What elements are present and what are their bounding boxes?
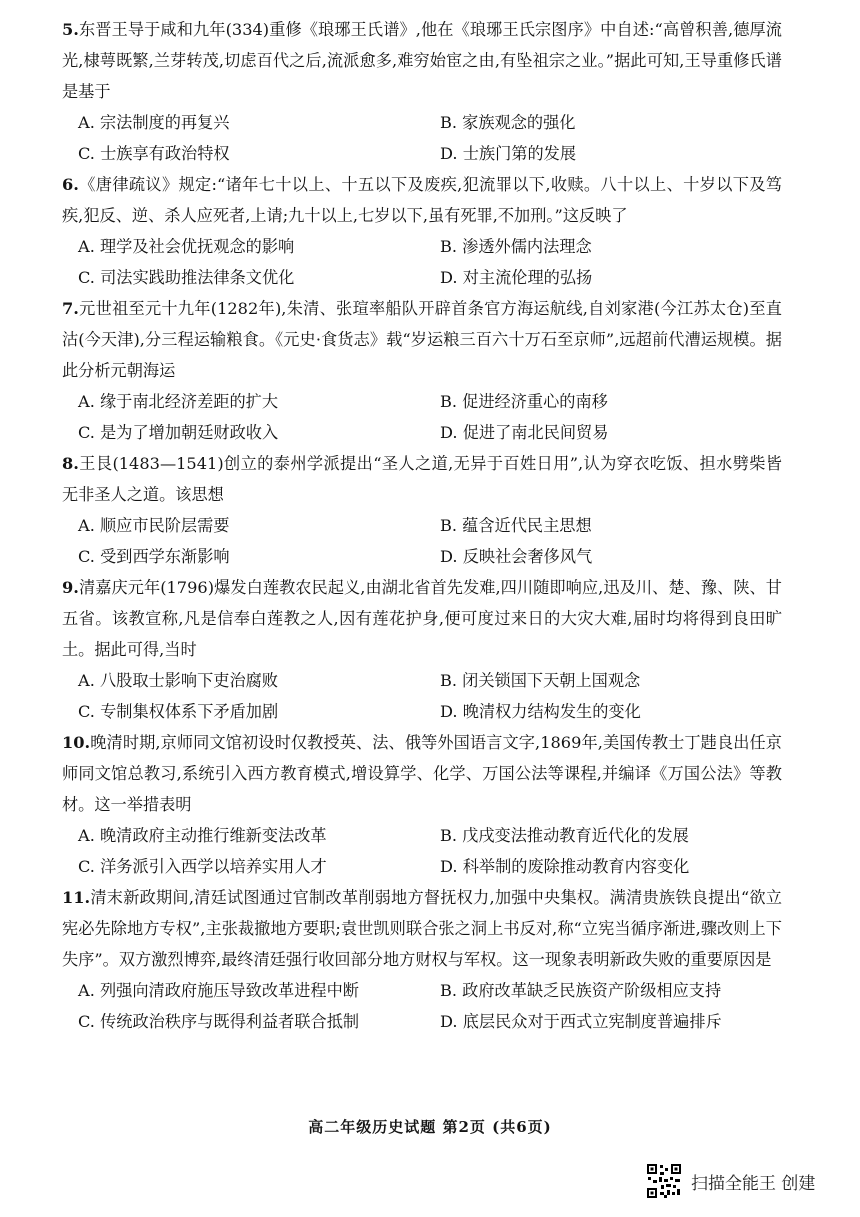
question-number: 10. xyxy=(62,733,91,752)
option-a: A. 理学及社会优抚观念的影响 xyxy=(78,237,295,256)
option-a: A. 晚清政府主动推行维新变法改革 xyxy=(78,826,327,845)
option-c: C. 洋务派引入西学以培养实用人才 xyxy=(78,857,327,876)
question-8 xyxy=(62,448,782,572)
option-b: B. 渗透外儒内法理念 xyxy=(440,237,592,256)
question-text: 晚清时期,京师同文馆初设时仅教授英、法、俄等外国语言文字,1869年,美国传教士丁韪良出任京师同文馆总教习,系统引入西方教育模式,增设算学、化学、万国公法等课程,并编译《万国公法》等教材。这一举措表明 xyxy=(62,733,782,814)
option-c: C. 司法实践助推法律条文优化 xyxy=(78,268,295,287)
question-stem xyxy=(62,14,782,107)
option-a: A. 列强向清政府施压导致改革进程中断 xyxy=(78,981,359,1000)
option-grid xyxy=(62,386,782,448)
scanner-text: 扫描全能王 创建 xyxy=(691,1173,816,1194)
question-9 xyxy=(62,572,782,727)
question-text: 东晋王导于咸和九年(334)重修《琅琊王氏谱》,他在《琅琊王氏宗图序》中自述:“高曾积善,德厚流光,棣萼既繁,兰芽转茂,切虑百代之后,流派愈多,难穷始宦之由,有坠祖宗之业。”据此可知,王导重修氏谱是基于 xyxy=(62,20,782,101)
question-7 xyxy=(62,293,782,448)
question-stem xyxy=(62,169,782,231)
option-grid xyxy=(62,510,782,572)
question-number: 7. xyxy=(62,299,79,318)
question-text: 清嘉庆元年(1796)爆发白莲教农民起义,由湖北省首先发难,四川随即响应,迅及川、楚、豫、陕、甘五省。该教宣称,凡是信奉白莲教之人,因有莲花护身,便可度过来日的大灾大难,届时均将得到良田旷土。据此可得,当时 xyxy=(62,578,782,659)
option-b: B. 戊戌变法推动教育近代化的发展 xyxy=(440,826,689,845)
option-a: A. 缘于南北经济差距的扩大 xyxy=(78,392,279,411)
option-c: C. 是为了增加朝廷财政收入 xyxy=(78,423,279,442)
option-c: C. 专制集权体系下矛盾加剧 xyxy=(78,702,279,721)
question-stem xyxy=(62,882,782,975)
question-stem xyxy=(62,448,782,510)
question-5 xyxy=(62,14,782,169)
option-a: A. 八股取士影响下吏治腐败 xyxy=(78,671,279,690)
question-stem xyxy=(62,572,782,665)
qr-code-icon xyxy=(646,1163,682,1199)
option-grid xyxy=(62,665,782,727)
question-text: 《唐律疏议》规定:“诸年七十以上、十五以下及废疾,犯流罪以下,收赎。八十以上、十岁以下及笃疾,犯反、逆、杀人应死者,上请;九十以上,七岁以下,虽有死罪,不加刑。”这反映了 xyxy=(62,175,782,225)
option-grid xyxy=(62,820,782,882)
option-d: D. 促进了南北民间贸易 xyxy=(440,423,609,442)
option-b: B. 家族观念的强化 xyxy=(440,113,576,132)
question-number: 6. xyxy=(62,175,79,194)
question-10 xyxy=(62,727,782,882)
option-d: D. 底层民众对于西式立宪制度普遍排斥 xyxy=(440,1012,722,1031)
question-list xyxy=(62,14,782,1037)
option-c: C. 士族享有政治特权 xyxy=(78,144,230,163)
question-text: 王艮(1483—1541)创立的泰州学派提出“圣人之道,无异于百姓日用”,认为穿衣吃饭、担水劈柴皆无非圣人之道。该思想 xyxy=(62,454,782,504)
question-number: 8. xyxy=(62,454,79,473)
option-d: D. 科举制的废除推动教育内容变化 xyxy=(440,857,690,876)
option-b: B. 蕴含近代民主思想 xyxy=(440,516,592,535)
question-6 xyxy=(62,169,782,293)
option-grid xyxy=(62,975,782,1037)
option-b: B. 促进经济重心的南移 xyxy=(440,392,608,411)
option-a: A. 宗法制度的再复兴 xyxy=(78,113,230,132)
question-number: 5. xyxy=(62,20,79,39)
question-number: 11. xyxy=(62,888,91,907)
question-stem xyxy=(62,727,782,820)
option-d: D. 反映社会奢侈风气 xyxy=(440,547,593,566)
question-11 xyxy=(62,882,782,1037)
option-d: D. 对主流伦理的弘扬 xyxy=(440,268,593,287)
question-stem xyxy=(62,293,782,386)
question-text: 元世祖至元十九年(1282年),朱清、张瑄率船队开辟首条官方海运航线,自刘家港(今江苏太仓)至直沽(今天津),分三程运输粮食。《元史·食货志》载“岁运粮三百六十万石至京师”,远超前代漕运规模。据此分析元朝海运 xyxy=(62,299,782,380)
option-grid xyxy=(62,231,782,293)
option-d: D. 士族门第的发展 xyxy=(440,144,577,163)
option-b: B. 政府改革缺乏民族资产阶级相应支持 xyxy=(440,981,722,1000)
option-b: B. 闭关锁国下天朝上国观念 xyxy=(440,671,641,690)
question-text: 清末新政期间,清廷试图通过官制改革削弱地方督抚权力,加强中央集权。满清贵族铁良提出“欲立宪必先除地方专权”,主张裁撤地方要职;袁世凯则联合张之洞上书反对,称“立宪当循序渐进,骤改则上下失序”。双方激烈博弈,最终清廷强行收回部分地方财权与军权。这一现象表明新政失败的重要原因是 xyxy=(62,888,782,969)
option-c: C. 受到西学东渐影响 xyxy=(78,547,230,566)
question-number: 9. xyxy=(62,578,79,597)
option-d: D. 晚清权力结构发生的变化 xyxy=(440,702,641,721)
page-footer: 高二年级历史试题 第2页 (共6页) xyxy=(308,1118,552,1136)
scanner-watermark xyxy=(646,1163,815,1199)
option-c: C. 传统政治秩序与既得利益者联合抵制 xyxy=(78,1012,360,1031)
option-grid xyxy=(62,107,782,169)
option-a: A. 顺应市民阶层需要 xyxy=(78,516,230,535)
